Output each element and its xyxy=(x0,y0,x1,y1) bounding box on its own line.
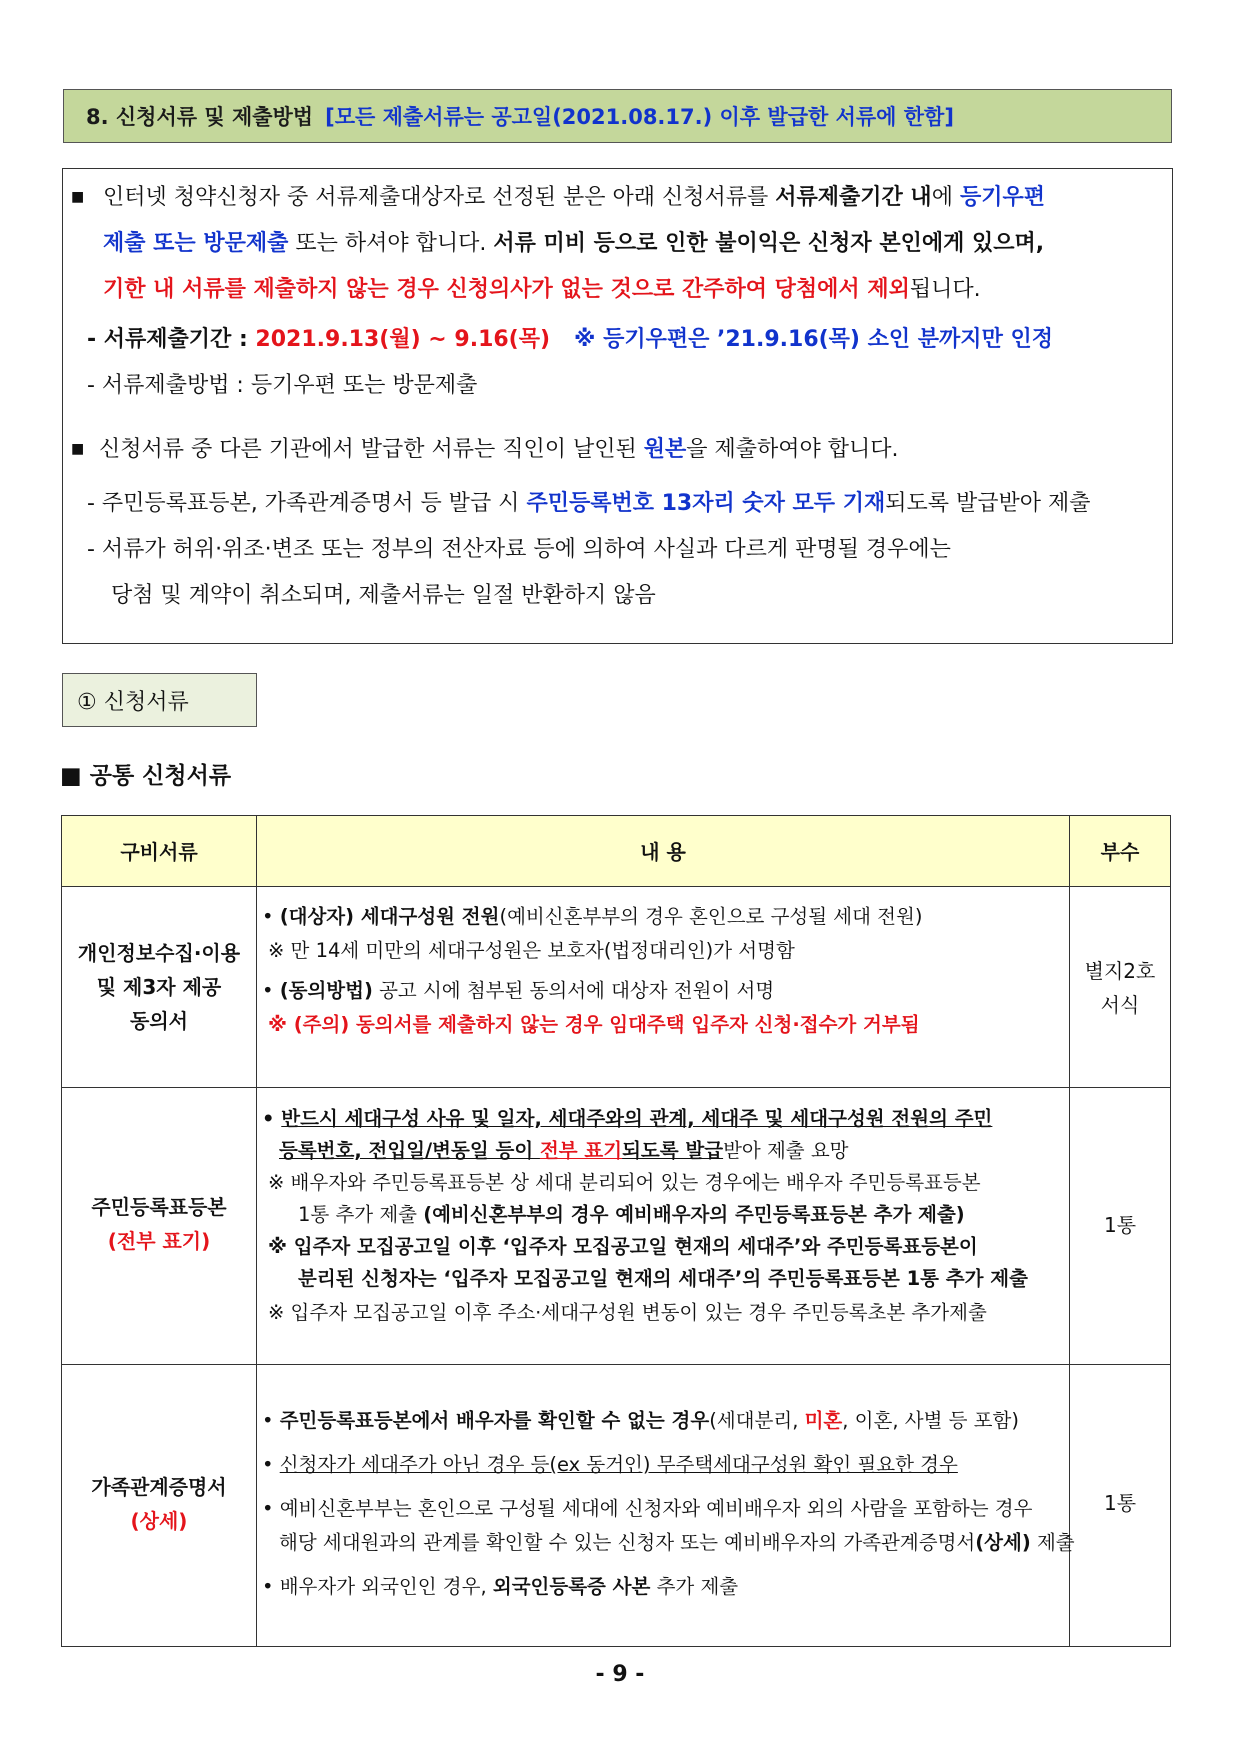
table-row: ※ 배우자와 주민등록표등본 상 세대 분리되어 있는 경우에는 배우자 주민등록표등본 xyxy=(268,1171,981,1194)
common-docs-title: ■ 공통 신청서류 xyxy=(60,763,232,789)
column-divider xyxy=(256,816,257,1646)
submission-method: - 서류제출방법 : 등기우편 또는 방문제출 xyxy=(87,373,478,398)
doc-family-relation: 가족관계증명서 (상세) xyxy=(91,1475,227,1533)
notice-detail-1: - 주민등록표등본, 가족관계증명서 등 발급 시 주민등록번호 13자리 숫자 모두 기재되도록 발급받아 제출 xyxy=(87,491,1091,516)
count-consent: 별지2호 서식 xyxy=(1084,959,1156,1017)
subsection-label: ① 신청서류 xyxy=(62,673,257,727)
notice-line-1: 인터넷 청약신청자 중 서류제출대상자로 선정된 분은 아래 신청서류를 서류제출기간 내에 등기우편 xyxy=(103,185,1045,210)
doc-resident-register: 주민등록표등본 (전부 표기) xyxy=(91,1195,227,1253)
table-row: • (동의방법) 공고 시에 첨부된 동의서에 대상자 전원이 서명 xyxy=(262,979,775,1002)
header-content: 내 용 xyxy=(640,840,686,864)
header-count: 부수 xyxy=(1100,840,1140,864)
table-row: • 주민등록표등본에서 배우자를 확인할 수 없는 경우(세대분리, 미혼, 이혼, 사별 등 포함) xyxy=(262,1409,1019,1432)
count-family-relation: 1통 xyxy=(1103,1491,1137,1515)
section-number: 8. 신청서류 및 제출방법 xyxy=(86,105,314,129)
count-resident-register: 1통 xyxy=(1103,1213,1137,1237)
row-divider xyxy=(62,886,1170,887)
table-row: ※ 만 14세 미만의 세대구성원은 보호자(법정대리인)가 서명함 xyxy=(268,939,795,962)
table-row: • 반드시 세대구성 사유 및 일자, 세대주와의 관계, 세대주 및 세대구성원 전원의 주민 xyxy=(262,1107,993,1130)
table-row: ※ 입주자 모집공고일 이후 ‘입주자 모집공고일 현재의 세대주’와 주민등록표등본이 xyxy=(268,1235,978,1258)
submission-period: - 서류제출기간 : 2021.9.13(월) ~ 9.16(목) ※ 등기우편은 ’21.9.16(목) 소인 분까지만 인정 xyxy=(87,327,1053,352)
table-row: ※ (주의) 동의서를 제출하지 않는 경우 임대주택 입주자 신청·접수가 거부됨 xyxy=(268,1013,920,1036)
row-divider xyxy=(62,1087,1170,1088)
notice-detail-2b: 당첨 및 계약이 취소되며, 제출서류는 일절 반환하지 않음 xyxy=(111,583,656,608)
bullet-square-icon: ■ xyxy=(71,189,85,205)
notice-box xyxy=(62,168,1173,644)
documents-table xyxy=(61,815,1171,1647)
table-row: • 배우자가 외국인인 경우, 외국인등록증 사본 추가 제출 xyxy=(262,1575,739,1598)
table-row: • (대상자) 세대구성원 전원(예비신혼부부의 경우 혼인으로 구성될 세대 전원) xyxy=(262,905,923,928)
section-header xyxy=(63,89,1172,143)
notice-line-3: 기한 내 서류를 제출하지 않는 경우 신청의사가 없는 것으로 간주하여 당첨에서 제외됩니다. xyxy=(103,277,981,302)
section-condition: [모든 제출서류는 공고일(2021.08.17.) 이후 발급한 서류에 한함] xyxy=(325,105,954,129)
page-number: - 9 - xyxy=(595,1662,645,1687)
notice-original-docs: 신청서류 중 다른 기관에서 발급한 서류는 직인이 날인된 원본을 제출하여야 합니다. xyxy=(99,437,899,462)
row-divider xyxy=(62,1364,1170,1365)
table-row: • 신청자가 세대주가 아닌 경우 등(ex 동거인) 무주택세대구성원 확인 필요한 경우 xyxy=(262,1453,958,1476)
table-row: 분리된 신청자는 ‘입주자 모집공고일 현재의 세대주’의 주민등록표등본 1통 추가 제출 xyxy=(298,1267,1028,1290)
table-row: ※ 입주자 모집공고일 이후 주소·세대구성원 변동이 있는 경우 주민등록초본 추가제출 xyxy=(268,1301,987,1324)
table-row: 1통 추가 제출 (예비신혼부부의 경우 예비배우자의 주민등록표등본 추가 제출) xyxy=(298,1203,965,1226)
table-row: 해당 세대원과의 관계를 확인할 수 있는 신청자 또는 예비배우자의 가족관계증명서(상세) 제출 xyxy=(279,1531,1075,1554)
notice-detail-2a: - 서류가 허위·위조·변조 또는 정부의 전산자료 등에 의하여 사실과 다르게 판명될 경우에는 xyxy=(87,537,951,562)
table-row: 등록번호, 전입일/변동일 등이 전부 표기되도록 발급받아 제출 요망 xyxy=(279,1139,849,1162)
doc-consent-form: 개인정보수집·이용 및 제3자 제공 동의서 xyxy=(77,941,241,1033)
header-document: 구비서류 xyxy=(120,840,198,864)
notice-line-2: 제출 또는 방문제출 또는 하셔야 합니다. 서류 미비 등으로 인한 불이익은 신청자 본인에게 있으며, xyxy=(103,231,1045,256)
table-row: • 예비신혼부부는 혼인으로 구성될 세대에 신청자와 예비배우자 외의 사람을 포함하는 경우 xyxy=(262,1497,1033,1520)
bullet-square-icon: ■ xyxy=(71,441,85,457)
